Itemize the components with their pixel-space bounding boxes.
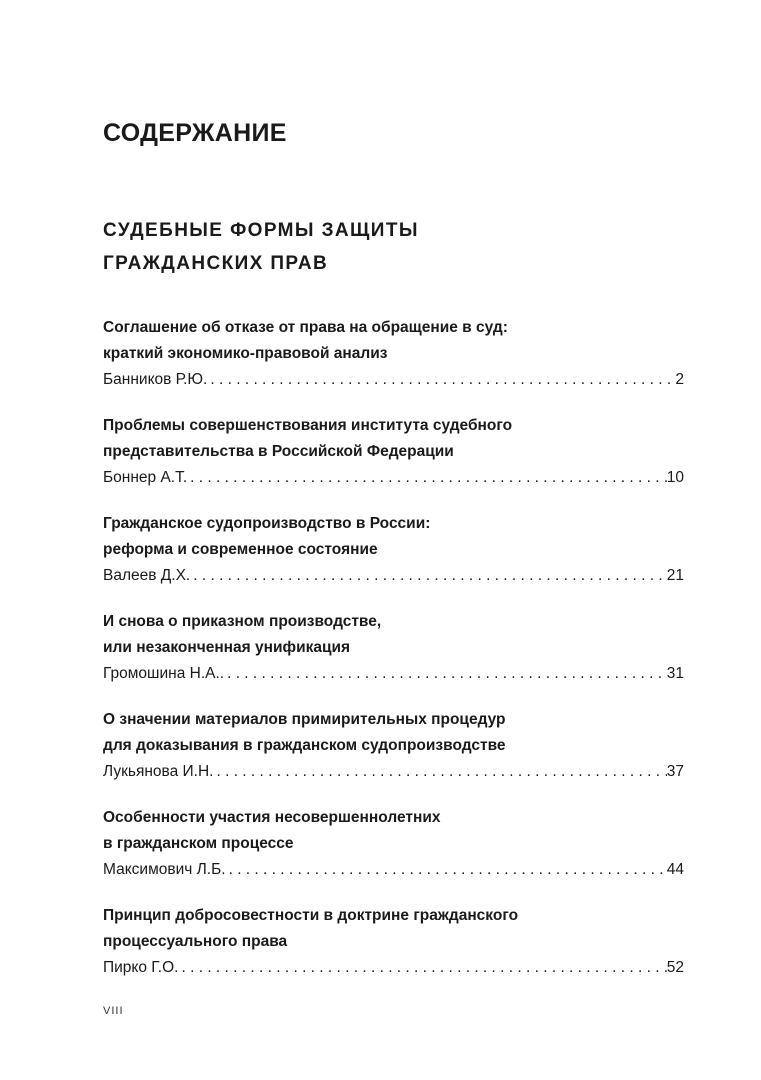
page-folio: VIII	[103, 1005, 124, 1017]
entry-author-row	[103, 759, 684, 785]
section-title-line-2: ГРАЖДАНСКИХ ПРАВ	[103, 253, 329, 274]
entry-author-row	[103, 857, 684, 883]
section-title	[103, 214, 419, 280]
entry-page-number: 37	[666, 763, 684, 780]
entry-title-line-2: краткий экономико-правовой анализ	[103, 345, 388, 362]
entry-author-row	[103, 661, 684, 687]
entry-title-line-1: Гражданское судопроизводство в России:	[103, 515, 431, 532]
toc-page	[103, 0, 684, 1080]
entry-page-number: 44	[666, 861, 684, 878]
entry-title-line-2: процессуального права	[103, 933, 288, 950]
entry-title-line-2: в гражданском процессе	[103, 835, 294, 852]
entry-title-line-1: Принцип добросовестности в доктрине гражданского	[103, 907, 519, 924]
entry-title	[103, 315, 684, 367]
entry-title	[103, 707, 684, 759]
entry-author-row	[103, 465, 684, 491]
entry-title	[103, 511, 684, 563]
entry-author: Громошина Н.А..	[103, 665, 225, 682]
entry-author-row	[103, 563, 684, 589]
entry-author: Максимович Л.Б.	[103, 861, 226, 878]
dot-leader	[224, 661, 667, 687]
dot-leader	[213, 759, 666, 785]
entry-title-line-1: Проблемы совершенствования института судебного	[103, 417, 513, 434]
toc-entry[interactable]	[103, 315, 684, 413]
entry-title	[103, 903, 684, 955]
entry-title-line-2: или незаконченная унификация	[103, 639, 351, 656]
dot-leader	[187, 465, 667, 491]
entry-title	[103, 413, 684, 465]
entry-title-line-1: Соглашение об отказе от права на обращение в суд:	[103, 319, 508, 336]
entry-author: Боннер А.Т.	[103, 469, 188, 486]
entry-author: Пирко Г.О.	[103, 959, 179, 976]
entry-page-number: 10	[666, 469, 684, 486]
page-title: СОДЕРЖАНИЕ	[103, 119, 287, 147]
entry-title-line-1: И снова о приказном производстве,	[103, 613, 382, 630]
entry-title-line-2: для доказывания в гражданском судопроизводстве	[103, 737, 506, 754]
entry-title-line-2: представительства в Российской Федерации	[103, 443, 454, 460]
entry-title-line-1: О значении материалов примирительных процедур	[103, 711, 506, 728]
dot-leader	[178, 955, 666, 981]
dot-leader	[207, 367, 675, 393]
toc-entry[interactable]	[103, 511, 684, 609]
dot-leader	[226, 857, 667, 883]
entry-page-number: 52	[666, 959, 684, 976]
entry-title-line-1: Особенности участия несовершеннолетних	[103, 809, 441, 826]
entry-author: Банников Р.Ю.	[103, 371, 208, 388]
entry-page-number: 21	[666, 567, 684, 584]
toc-entry[interactable]	[103, 903, 684, 1001]
entry-author-row	[103, 955, 684, 981]
entry-author: Валеев Д.Х.	[103, 567, 191, 584]
toc-entry[interactable]	[103, 805, 684, 903]
entry-author-row	[103, 367, 684, 393]
entry-page-number: 2	[675, 371, 684, 388]
entry-author: Лукьянова И.Н.	[103, 763, 214, 780]
section-title-line-1: СУДЕБНЫЕ ФОРМЫ ЗАЩИТЫ	[103, 220, 419, 241]
toc-entry[interactable]	[103, 609, 684, 707]
dot-leader	[190, 563, 667, 589]
entry-page-number: 31	[666, 665, 684, 682]
toc-entry[interactable]	[103, 707, 684, 805]
entry-title-line-2: реформа и современное состояние	[103, 541, 378, 558]
toc-entries	[103, 315, 684, 1001]
entry-title	[103, 805, 684, 857]
entry-title	[103, 609, 684, 661]
toc-entry[interactable]	[103, 413, 684, 511]
